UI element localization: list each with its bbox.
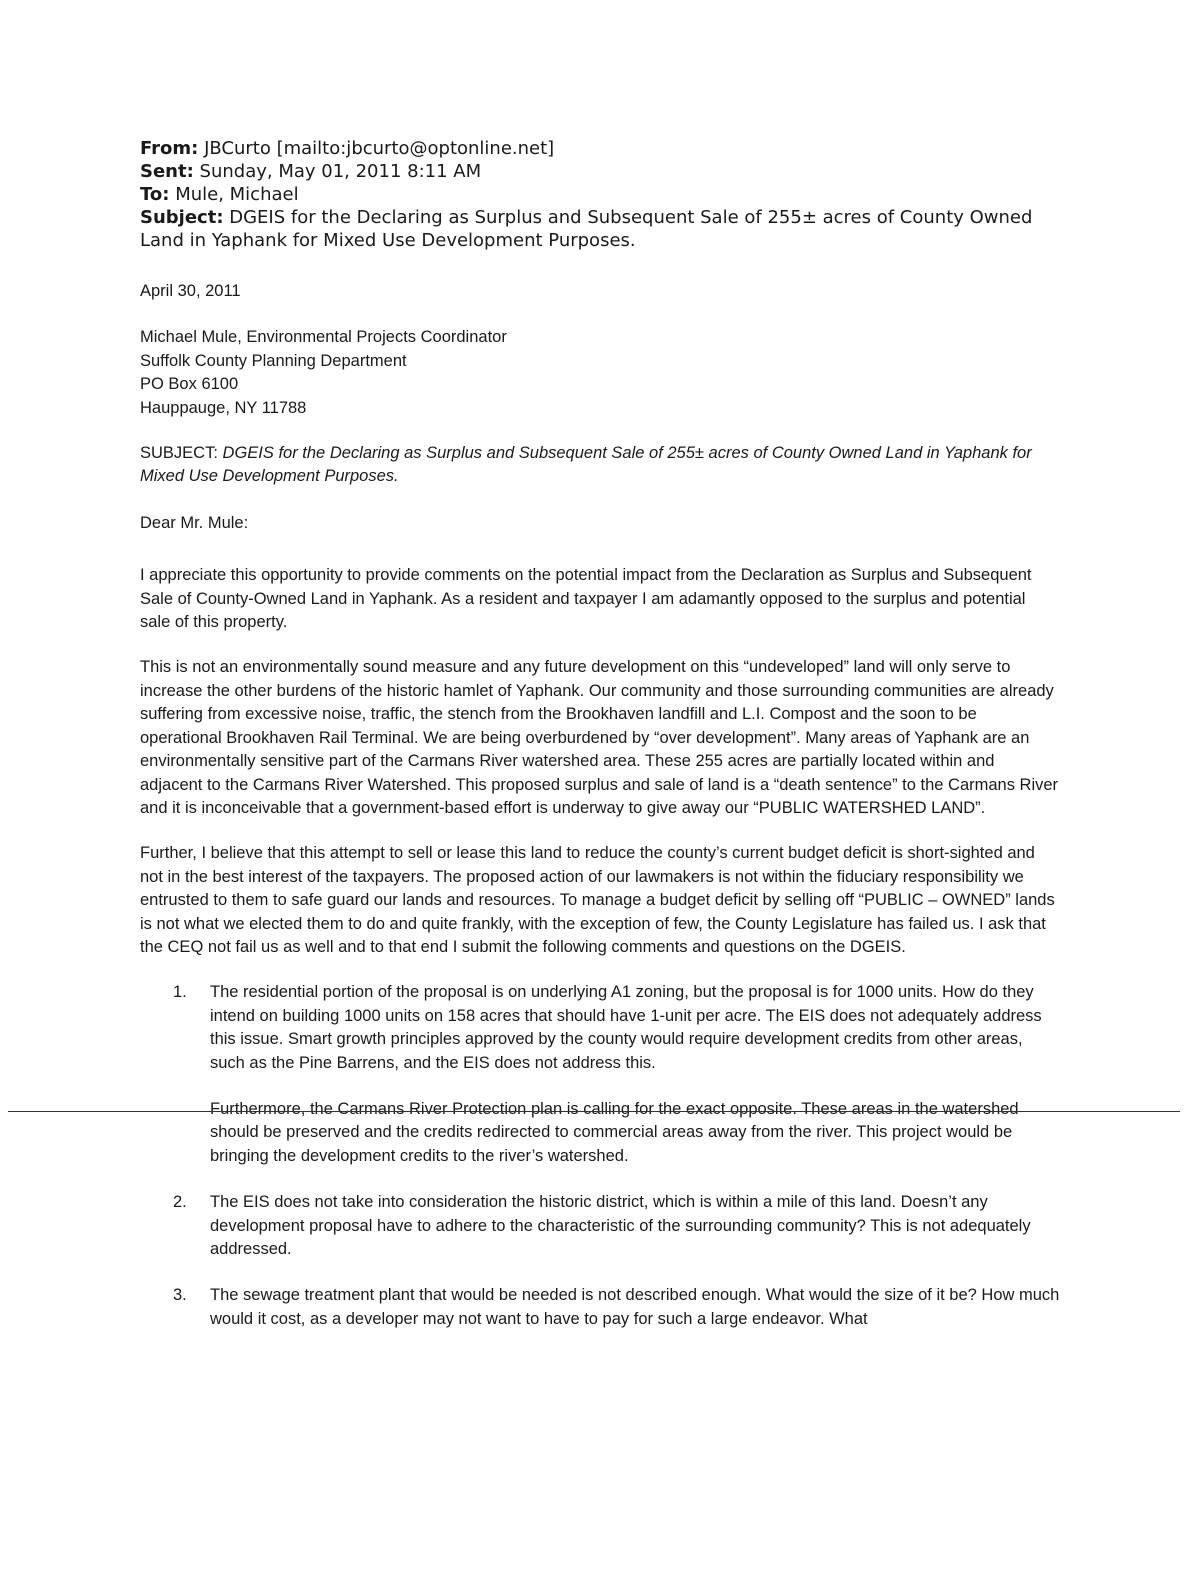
letter-subject-text: DGEIS for the Declaring as Surplus and Subsequent Sale of 255± acres of County Owned Land in Yaphank for Mixed Use Development Purposes.: [140, 444, 1032, 486]
list-item-subtext: Furthermore, the Carmans River Protection plan is calling for the exact opposite. These areas in the watershed should be preserved and the credits redirected to commercial areas away from the river. This project would be bringing the development credits to the river’s watershed.: [210, 1099, 1019, 1165]
letter-subject: [140, 442, 1060, 489]
recipient-po-box: PO Box 6100: [140, 375, 239, 394]
list-item-number: 3.: [173, 1286, 187, 1305]
email-header: [140, 137, 1080, 252]
subject-value: DGEIS for the Declaring as Surplus and Subsequent Sale of 255± acres of County Owned Land in Yaphank for Mixed Use Development Purposes.: [140, 207, 1033, 251]
subject-row: [140, 206, 1080, 252]
list-item-text: The EIS does not take into consideration the historic district, which is within a mile of this land. Doesn’t any development proposal have to adhere to the characteristic of the surrounding community? This is not adequately addressed.: [210, 1193, 1031, 1258]
recipient-city: Hauppauge, NY 11788: [140, 398, 307, 417]
letter-body: [140, 280, 1060, 1354]
list-item-number: 1.: [173, 983, 187, 1002]
recipient-name: Michael Mule, Environmental Projects Coordinator: [140, 328, 507, 347]
letter-date: April 30, 2011: [140, 282, 241, 300]
paragraph-2: This is not an environmentally sound measure and any future development on this “undeveloped” land will only serve to increase the other burdens of the historic hamlet of Yaphank. Our community and those surrounding communities are already suffering from excessive noise, traffic, the stench from the Brookhaven landfill and L.I. Compost and the soon to be operational Brookhaven Rail Terminal. We are being overburdened by “over development”. Many areas of Yaphank are an environmentally sensitive part of the Carmans River watershed area. These 255 acres are partially located within and adjacent to the Carmans River Watershed. This proposed surplus and sale of land is a “death sentence” to the Carmans River and it is inconceivable that a government-based effort is underway to give away our “PUBLIC WATERSHED LAND”.: [140, 658, 1059, 817]
to-row: [140, 183, 1080, 206]
page-divider: [8, 1111, 1180, 1112]
from-row: [140, 137, 1080, 160]
to-value: Mule, Michael: [175, 184, 299, 205]
recipient-department: Suffolk County Planning Department: [140, 351, 407, 370]
from-label: From:: [140, 138, 199, 159]
letter-subject-prefix: SUBJECT:: [140, 444, 218, 463]
sent-value: Sunday, May 01, 2011 8:11 AM: [199, 161, 482, 182]
recipient-address: [140, 326, 1060, 420]
paragraph-1: I appreciate this opportunity to provide comments on the potential impact from the Declaration as Surplus and Subsequent Sale of County-Owned Land in Yaphank. As a resident and taxpayer I am adamantly opposed to the surplus and potential sale of this property.: [140, 566, 1032, 632]
list-item-text: The residential portion of the proposal is on underlying A1 zoning, but the proposal is for 1000 units. How do they intend on building 1000 units on 158 acres that should have 1-unit per acre. The EIS does not adequately address this issue. Smart growth principles approved by the county would require development credits from other areas, such as the Pine Barrens, and the EIS does not address this.: [210, 983, 1042, 1072]
paragraph-3: Further, I believe that this attempt to sell or lease this land to reduce the county’s current budget deficit is short-sighted and not in the best interest of the taxpayers. The proposed action of our lawmakers is not within the fiduciary responsibility we entrusted to them to safe guard our lands and resources. To manage a budget deficit by selling off “PUBLIC – OWNED” lands is not what we elected them to do and quite frankly, with the exception of few, the County Legislature has failed us. I ask that the CEQ not fail us as well and to that end I submit the following comments and questions on the DGEIS.: [140, 844, 1055, 956]
to-label: To:: [140, 184, 170, 205]
sent-row: [140, 160, 1080, 183]
list-item: [173, 981, 1060, 1168]
list-item: [173, 1284, 1060, 1331]
comment-list: [140, 981, 1060, 1331]
salutation: Dear Mr. Mule:: [140, 513, 249, 532]
subject-label: Subject:: [140, 207, 224, 228]
list-item-text: The sewage treatment plant that would be needed is not described enough. What would the size of it be? How much would it cost, as a developer may not want to have to pay for such a large endeavor. What: [210, 1286, 1060, 1328]
sent-label: Sent:: [140, 161, 194, 182]
list-item-number: 2.: [173, 1193, 187, 1212]
list-item: [173, 1191, 1060, 1261]
from-value: JBCurto [mailto:jbcurto@optonline.net]: [204, 138, 555, 159]
